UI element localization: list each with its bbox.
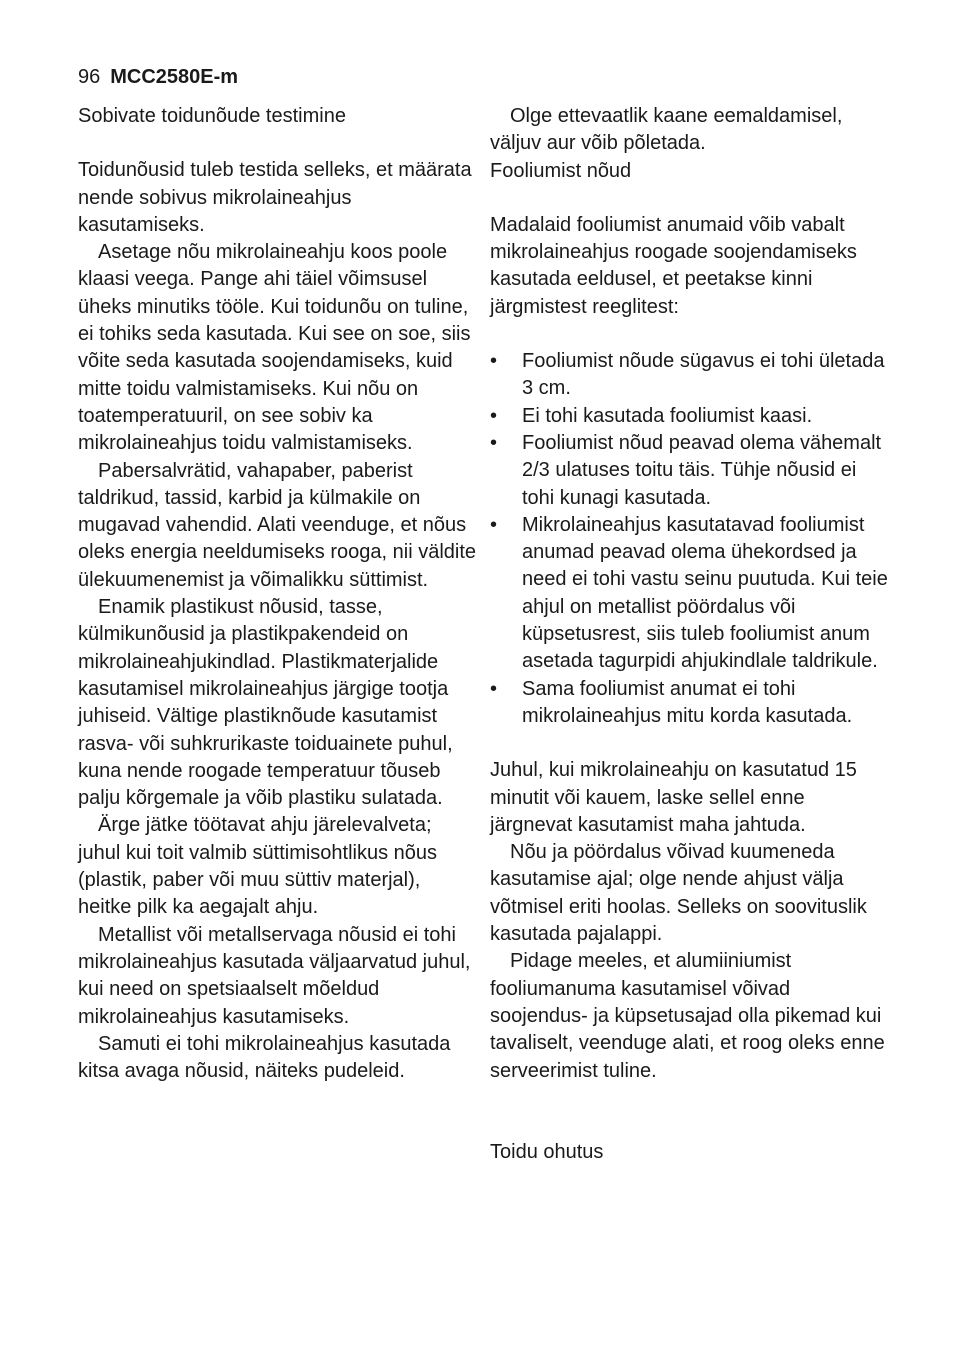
page-header <box>78 63 238 91</box>
bullet-icon: • <box>490 513 498 536</box>
bullet-icon: • <box>490 350 498 373</box>
bullet-icon: • <box>490 677 498 700</box>
section-heading-foil: Fooliumist nõud <box>490 159 632 182</box>
model-name: MCC2580E-m <box>110 66 239 88</box>
list-item: • Sama fooliumist anumat ei tohi mikrolaineahjus mitu korda kasutada. <box>490 677 853 727</box>
paragraph: Juhul, kui mikrolaineahju on kasutatud 15 minutit või kauem, laske sellel enne järgnevat kasutamist maha jahtuda. <box>490 759 857 836</box>
paragraph: Madalaid fooliumist anumaid võib vabalt mikrolaineahjus roogade soojendamiseks kasutada eeldusel, et peetakse kinni järgmistest reeglitest: <box>490 213 857 318</box>
paragraph: Asetage nõu mikrolaineahju koos poole klaasi veega. Pange ahi täiel võimsusel üheks minutiks tööle. Kui toidunõu on tuline, ei tohiks seda kasutada. Kui see on soe, siis võite seda kasutada soojendamiseks, kuid mitte toidu valmistamiseks. Kui nõu on toatemperatuuril, on see sobiv ka mikrolaineahjus toidu valmistamiseks. <box>78 241 471 455</box>
page-number: 96 <box>78 66 101 88</box>
foil-rules-list <box>490 348 890 730</box>
list-item: • Ei tohi kasutada fooliumist kaasi. <box>490 403 890 430</box>
right-column <box>490 103 890 1166</box>
bullet-icon: • <box>490 431 498 454</box>
left-column <box>78 103 476 1085</box>
paragraph: Pabersalvrätid, vahapaber, paberist taldrikud, tassid, karbid ja külmakile on mugavad vahendid. Alati veenduge, et nõus oleks energia neeldumiseks rooga, nii väldite ülekuumenemist ja võimalikku süttimist. <box>78 459 477 591</box>
bullet-icon: • <box>490 404 498 427</box>
paragraph: Toidunõusid tuleb testida selleks, et määrata nende sobivus mikrolaineahjus kasutamiseks. <box>78 159 472 236</box>
paragraph: Ärge jätke töötavat ahju järelevalveta; juhul kui toit valmib süttimisohtlikus nõus (plastik, paber või muu süttiv materjal), heitke pilk ka aegajalt ahju. <box>78 814 438 919</box>
paragraph: Enamik plastikust nõusid, tasse, külmikunõusid ja plastikpakendeid on mikrolaineahjukindlad. Plastikmaterjalide kasutamisel mikrolaineahjus järgige tootja juhiseid. Vältige plastiknõude kasutamist rasva- või suhkrurikaste toiduainete puhul, kuna nende roogade temperatuur tõuseb palju kõrgemale ja võib plastiku sulatada. <box>78 596 453 810</box>
paragraph: Olge ettevaatlik kaane eemaldamisel, väljuv aur võib põletada. <box>490 105 843 155</box>
list-item: • Mikrolaineahjus kasutatavad fooliumist anumad peavad olema ühekordsed ja need ei tohi vastu seinu puutuda. Kui teie ahjul on metallist pöördalus või küpsetusrest, siis tuleb fooliumist anum asetada tagurpidi ahjukindlale taldrikule. <box>490 513 888 673</box>
paragraph: Metallist või metallservaga nõusid ei tohi mikrolaineahjus kasutada väljaarvatud juhul, kui need on spetsiaalselt mõeldud mikrolaineahjus kasutamiseks. <box>78 923 471 1028</box>
paragraph: Pidage meeles, et alumiiniumist fooliumanuma kasutamisel võivad soojendus- ja küpsetusajad olla pikemad kui tavaliselt, veenduge alati, et roog oleks enne serveerimist tuline. <box>490 950 885 1082</box>
section-heading-food-safety: Toidu ohutus <box>490 1140 604 1163</box>
section-heading-testing: Sobivate toidunõude testimine <box>78 105 346 127</box>
paragraph: Nõu ja pöördalus võivad kuumeneda kasutamise ajal; olge nende ahjust välja võtmisel eriti hoolas. Selleks on soovituslik kasutada pajalappi. <box>490 841 867 946</box>
paragraph: Samuti ei tohi mikrolaineahjus kasutada kitsa avaga nõusid, näiteks pudeleid. <box>78 1032 451 1083</box>
list-item: • Fooliumist nõude sügavus ei tohi ületada 3 cm. <box>490 350 885 400</box>
list-item: • Fooliumist nõud peavad olema vähemalt 2/3 ulatuses toitu täis. Tühje nõusid ei tohi kunagi kasutada. <box>490 431 882 509</box>
